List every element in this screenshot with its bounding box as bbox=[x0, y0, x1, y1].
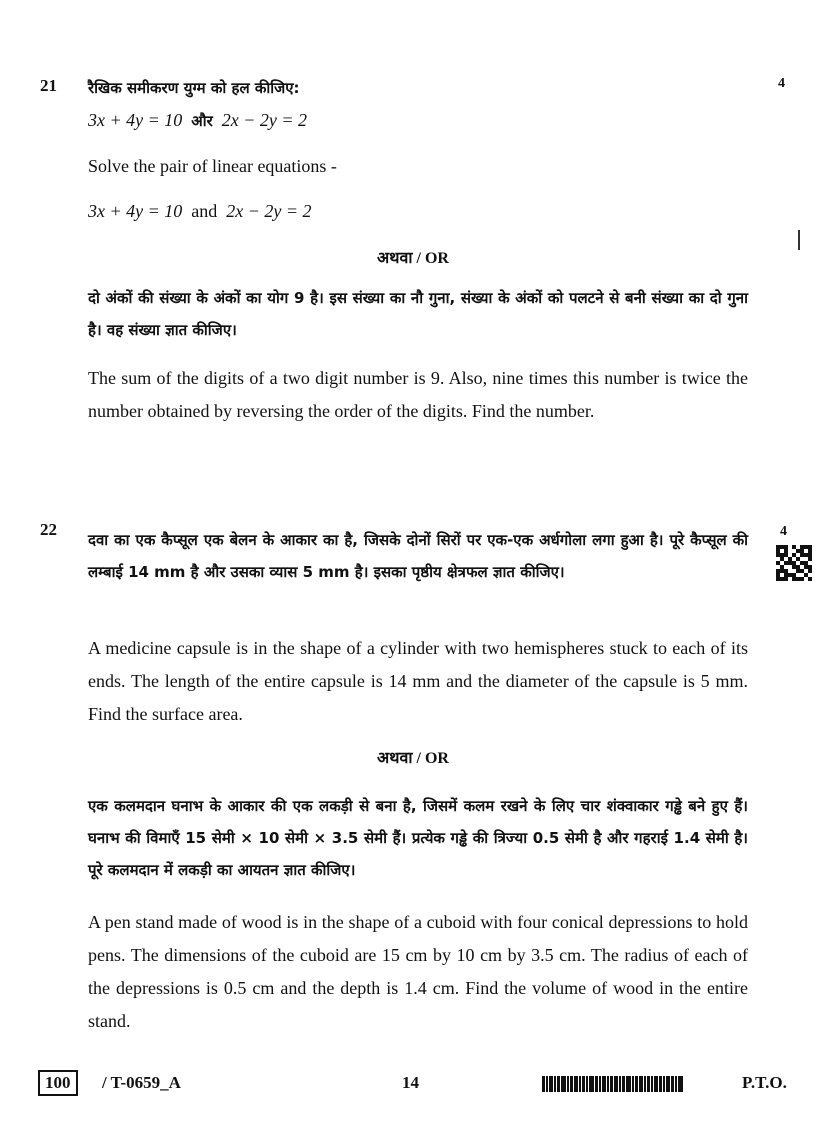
footer-box-number: 100 bbox=[38, 1070, 78, 1096]
q21-marks: 4 bbox=[778, 76, 785, 91]
eq-conjunction: and bbox=[191, 201, 218, 221]
q21-hindi-prompt: रैखिक समीकरण युग्म को हल कीजिए: bbox=[88, 79, 300, 97]
q22-number: 22 bbox=[40, 520, 57, 539]
footer-pto: P.T.O. bbox=[742, 1073, 787, 1092]
q22-or-divider: अथवा / OR bbox=[377, 750, 449, 767]
q21-number: 21 bbox=[40, 76, 57, 95]
footer-paper-code: / T-0659_A bbox=[102, 1073, 181, 1092]
eq-right: 2x − 2y = 2 bbox=[221, 110, 308, 130]
eq-left: 3x + 4y = 10 bbox=[88, 201, 183, 221]
q21-alt-hindi: दो अंकों की संख्या के अंकों का योग 9 है। इस संख्या का नौ गुना, संख्या के अंकों को पलटने से बनी संख्या का दो गुना है। वह संख्या ज्ञात कीजिए। bbox=[88, 289, 748, 339]
q22-alt-english: A pen stand made of wood is in the shape of a cuboid with four conical depressions to hold pens. The dimensions of the cuboid are 15 cm by 10 cm by 3.5 cm. The radius of each of the depressions is 0.5 cm and the depth is 1.4 cm. Find the volume of wood in the entire stand. bbox=[88, 912, 748, 1031]
q22-english: A medicine capsule is in the shape of a cylinder with two hemispheres stuck to each of its ends. The length of the entire capsule is 14 mm and the diameter of the capsule is 5 mm. Find the surface area. bbox=[88, 638, 748, 724]
barcode-icon bbox=[542, 1076, 684, 1092]
q21-or-divider: अथवा / OR bbox=[377, 250, 449, 267]
q21-equation-english bbox=[88, 201, 312, 222]
eq-left: 3x + 4y = 10 bbox=[88, 110, 183, 130]
eq-right: 2x − 2y = 2 bbox=[226, 201, 312, 221]
q21-english-prompt: Solve the pair of linear equations - bbox=[88, 156, 337, 176]
q21-alt-english: The sum of the digits of a two digit number is 9. Also, nine times this number is twice the number obtained by reversing the order of the digits. Find the number. bbox=[88, 368, 748, 421]
q22-hindi: दवा का एक कैप्सूल एक बेलन के आकार का है, जिसके दोनों सिरों पर एक-एक अर्धगोला लगा हुआ है। पूरे कैप्सूल की लम्बाई 14 mm है और उसका व्यास 5 mm है। इसका पृष्ठीय क्षेत्रफल ज्ञात कीजिए। bbox=[88, 531, 748, 581]
qr-code-icon bbox=[776, 545, 812, 581]
q22-alt-hindi: एक कलमदान घनाभ के आकार की एक लकड़ी से बना है, जिसमें कलम रखने के लिए चार शंक्वाकार गड्ढे बने हुए हैं। घनाभ की विमाएँ 15 सेमी × 10 सेमी × 3.5 सेमी हैं। प्रत्येक गड्ढे की त्रिज्या 0.5 सेमी है और गहराई 1.4 सेमी है। पूरे कलमदान में लकड़ी का आयतन ज्ञात कीजिए। bbox=[88, 797, 748, 879]
q22-marks: 4 bbox=[780, 524, 787, 539]
eq-conjunction: और bbox=[191, 112, 213, 130]
footer-page-number: 14 bbox=[402, 1073, 419, 1092]
q21-equation-hindi bbox=[88, 110, 307, 131]
